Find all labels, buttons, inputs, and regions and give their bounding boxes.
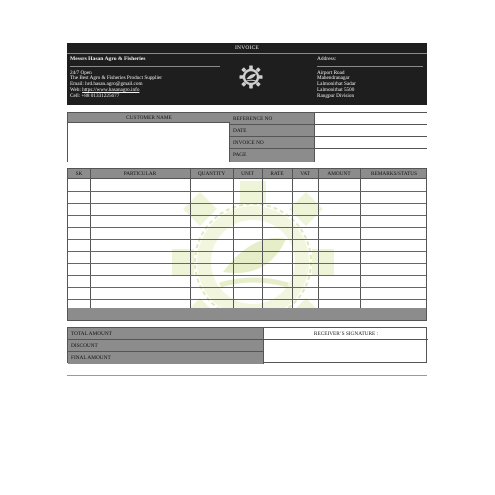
reference-no-row — [230, 113, 427, 125]
table-row — [68, 227, 426, 228]
table-row — [68, 263, 426, 264]
invoice-header — [67, 43, 427, 105]
totals-section — [67, 327, 427, 363]
gear-leaf-logo-icon — [238, 64, 264, 90]
table-row — [68, 203, 426, 204]
customer-section — [67, 112, 427, 162]
col-quantity-header: QUANTITY — [197, 171, 226, 177]
col-rate-header: RATE — [270, 171, 284, 177]
bottom-divider — [67, 375, 427, 376]
date-row — [230, 125, 427, 137]
company-divider — [70, 66, 220, 67]
address-line: Lalmonirhat Sadar — [317, 81, 356, 88]
table-row — [68, 251, 426, 252]
invoice-no-label: INVOICE NO — [230, 137, 315, 148]
address-line: Mahendranagar — [317, 75, 350, 82]
company-name: Messrs Hasan Agro & Fisheries — [70, 56, 146, 62]
customer-name-field[interactable] — [68, 123, 230, 162]
items-table-header — [68, 169, 426, 179]
address-line: Lalmonirhat 5500 — [317, 86, 355, 93]
customer-name-label: CUSTOMER NAME — [68, 113, 230, 123]
tagline: The Best Agro & Fisheries Product Supplier — [70, 75, 162, 82]
col-unit-header: UNIT — [241, 171, 254, 177]
invoice-title: INVOICE — [234, 45, 259, 51]
reference-no-field[interactable] — [315, 113, 427, 124]
total-amount-label: TOTAL AMOUNT — [68, 328, 264, 340]
date-field[interactable] — [315, 125, 427, 136]
col-particular-header: PARTICULAR — [123, 171, 157, 177]
address-divider — [317, 66, 423, 67]
col-remarks-header: REMARKS/STATUS — [370, 171, 418, 177]
table-row — [68, 191, 426, 192]
invoice-sheet — [67, 43, 427, 361]
company-info — [70, 56, 238, 100]
discount-label: DISCOUNT — [68, 340, 264, 352]
page-field[interactable] — [315, 149, 427, 162]
items-table — [67, 168, 427, 321]
final-amount-label: FINAL AMOUNT — [68, 352, 264, 364]
items-table-footer — [68, 308, 426, 320]
invoice-no-row — [230, 137, 427, 149]
col-vat-header: VAT — [300, 171, 310, 177]
table-row — [68, 299, 426, 300]
reference-no-label: REFERENCE NO — [230, 113, 315, 124]
web-prefix: Web: — [70, 86, 83, 93]
table-row — [68, 275, 426, 276]
col-sk-header: SK — [75, 171, 83, 177]
cell-line: Cell: +88 01331225677 — [70, 92, 120, 99]
address-block — [317, 56, 425, 100]
table-row — [68, 215, 426, 216]
table-row — [68, 287, 426, 288]
receiver-signature-label: RECEIVER’S SIGNATURE : — [264, 328, 428, 340]
table-row — [68, 239, 426, 240]
header-divider — [67, 53, 427, 54]
web-link[interactable]: https://www.hasanagro.info — [82, 86, 140, 93]
address-label: Address: — [317, 56, 337, 62]
page-row — [230, 149, 427, 162]
address-line: Rangpur Division — [317, 92, 355, 99]
invoice-no-field[interactable] — [315, 137, 427, 148]
open-hours: 24/7 Open — [70, 69, 92, 76]
email-line: Email: hrd.hasan.agro@gmail.com — [70, 81, 143, 88]
page-label: PAGE — [230, 149, 315, 162]
col-amount-header: AMOUNT — [327, 171, 351, 177]
date-label: DATE — [230, 125, 315, 136]
address-line: Airport Road — [317, 69, 345, 76]
